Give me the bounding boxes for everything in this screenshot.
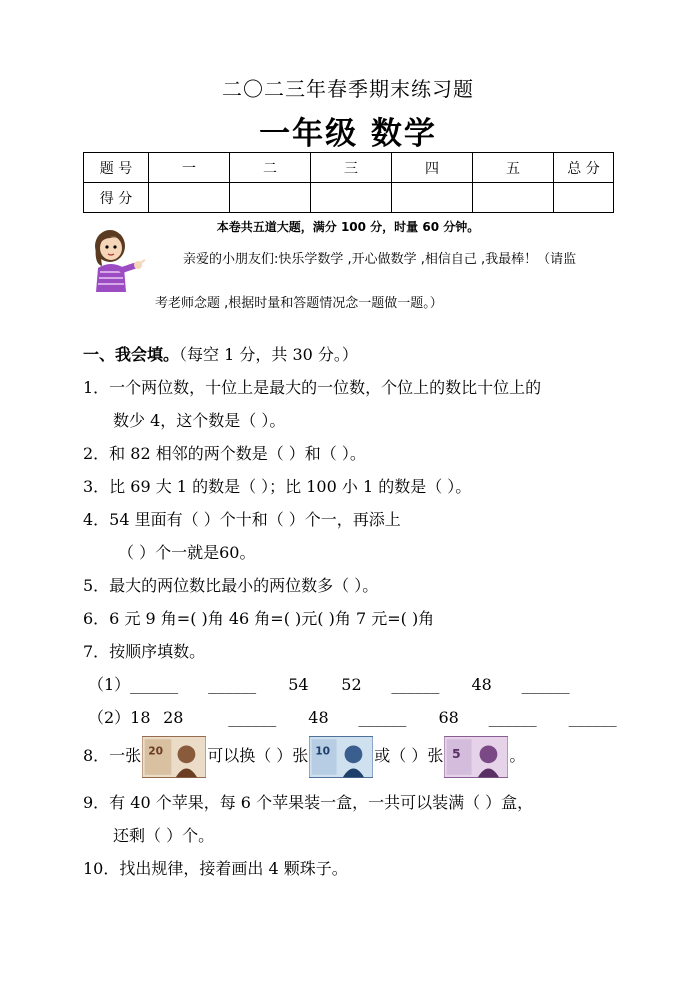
question-3: 3．比 69 大 1 的数是（ ）；比 100 小 1 的数是（ ）。 [83,477,472,496]
sequence-item: ______ [358,708,407,727]
score-entry[interactable] [473,183,554,213]
question-4-line-2: （ ）个一就是60。 [118,543,256,562]
note-value: 5 [452,745,462,761]
sequence-item: ______ [521,675,570,694]
question-8-text: 可以换（ ）张 [207,746,309,765]
greeting-line-2: 考老师念题 ,根据时量和答题情况念一题做一题。） [155,296,443,311]
exam-title: 一年级 数学 [259,116,437,152]
question-7: 7．按顺序填数。 [83,642,206,661]
10-yuan-note-icon [309,734,373,780]
score-entry[interactable] [311,183,392,213]
question-1-line-2: 数少 4，这个数是（ ）。 [113,411,286,430]
sequence-item: （2）18 [88,708,151,727]
score-entry[interactable] [392,183,473,213]
note-value: 10 [315,743,331,757]
question-4-line-1: 4．54 里面有（ ）个十和（ ）个一，再添上 [83,510,401,529]
score-cell: 题 号 [84,153,149,183]
sequence-item: 48 [308,708,329,727]
exam-subtitle: 二〇二三年春季期末练习题 [222,77,474,101]
score-entry[interactable] [554,183,614,213]
exam-instructions: 本卷共五道大题，满分 100 分，时量 60 分钟。 [216,220,480,234]
score-table-score-row [84,183,614,213]
question-8-text: 或（ ）张 [374,746,444,765]
sequence-item: 28 [163,708,184,727]
question-2: 2．和 82 相邻的两个数是（ ）和（ ）。 [83,444,366,463]
score-entry[interactable] [149,183,230,213]
question-6: 6．6 元 9 角=( )角 46 角=( )元( )角 7 元=( )角 [83,609,435,628]
question-7-sequence-2 [88,705,617,728]
score-table-header-row [84,153,614,183]
score-cell: 得 分 [84,183,149,213]
score-cell: 四 [392,153,473,183]
question-1-line-1: 1．一个两位数，十位上是最大的一位数，个位上的数比十位上的 [83,378,542,397]
5-yuan-note-icon [444,734,508,780]
sequence-item: ______ [391,675,440,694]
score-cell: 五 [473,153,554,183]
question-5: 5．最大的两位数比最小的两位数多（ ）。 [83,576,379,595]
question-8-text: 8．一张 [83,746,142,765]
question-9-line-1: 9．有 40 个苹果，每 6 个苹果装一盒，一共可以装满（ ）盒， [83,793,534,812]
section-1-heading [83,342,358,365]
sequence-item: ______ [488,708,537,727]
score-cell: 总 分 [554,153,614,183]
question-7-sequence-1 [88,672,570,695]
20-yuan-note-icon [142,734,206,780]
score-cell: 一 [149,153,230,183]
sequence-item: 54 [288,675,309,694]
score-entry[interactable] [230,183,311,213]
section-1-note: （每空 1 分，共 30 分。） [179,345,358,364]
score-table [83,152,614,213]
sequence-item: ______ [228,708,277,727]
sequence-item: ______ [568,708,617,727]
question-8 [83,733,525,780]
sequence-item: ______ [208,675,257,694]
greeting-line-1: 亲爱的小朋友们:快乐学数学 ,开心做数学 ,相信自己 ,我最棒！（请监 [183,252,577,267]
question-8-text: 。 [509,746,526,765]
sequence-item: 52 [341,675,362,694]
question-9-line-2: 还剩（ ）个。 [113,826,215,845]
sequence-item: （1）______ [88,675,179,694]
question-10: 10．找出规律，接着画出 4 颗珠子。 [83,859,348,878]
section-1-title: 一、我会填。 [83,345,180,364]
score-cell: 二 [230,153,311,183]
note-value: 20 [148,743,164,757]
sequence-item: 68 [438,708,459,727]
sequence-item: 48 [471,675,492,694]
score-cell: 三 [311,153,392,183]
cartoon-girl-icon [86,226,146,292]
